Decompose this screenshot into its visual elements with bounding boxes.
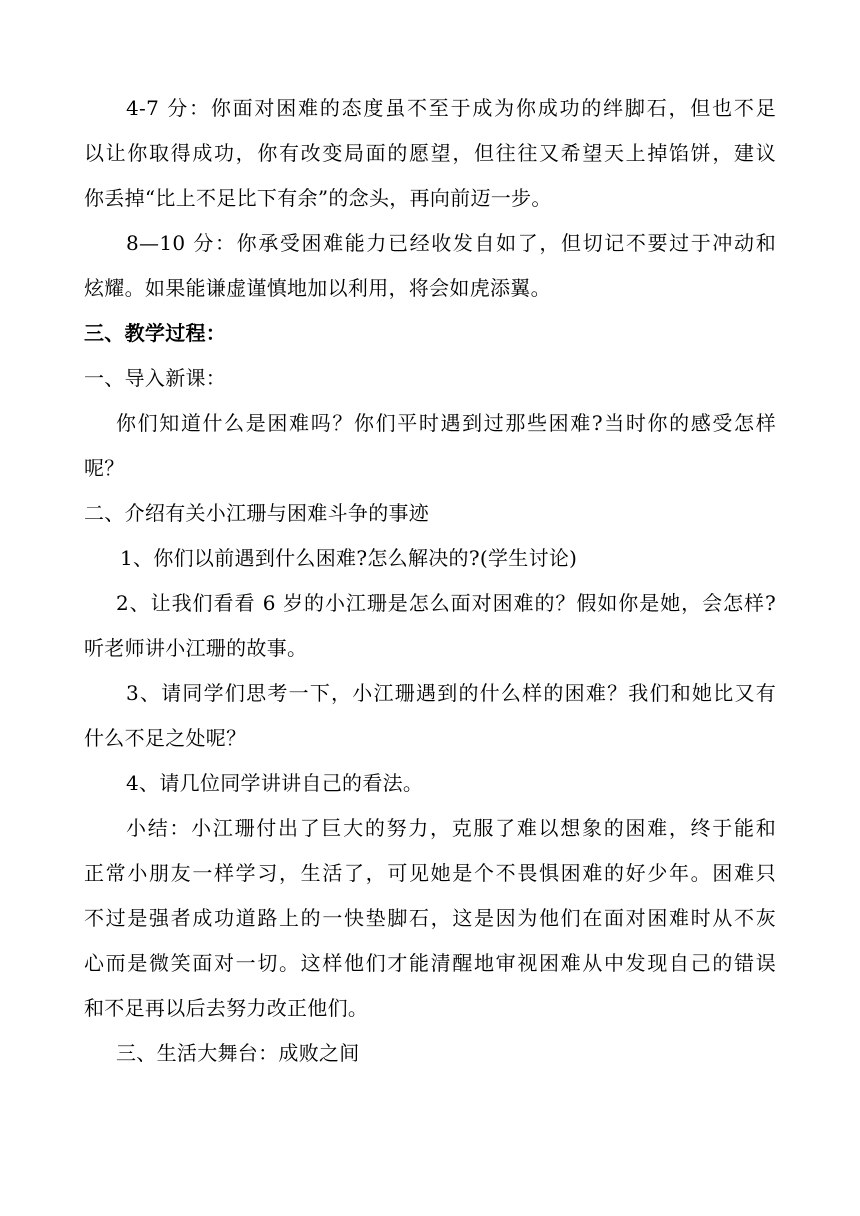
score-4-7-line-3: 你丢掉“比上不足比下有余”的念头，再向前迈一步。	[84, 186, 552, 210]
list-item-1: 1、你们以前遇到什么困难?怎么解决的?(学生讨论)	[120, 546, 578, 570]
document-page	[84, 86, 776, 1076]
list-item-2-line-2: 听老师讲小江珊的故事。	[84, 636, 308, 660]
story-section-title: 二、介绍有关小江珊与困难斗争的事迹	[84, 501, 430, 525]
score-4-7-line-2: 以让你取得成功，你有改变局面的愿望，但往往又希望天上掉馅饼，建议	[84, 141, 776, 165]
summary-line-2: 正常小朋友一样学习，生活了，可见她是个不畏惧困难的好少年。困难只	[84, 861, 776, 885]
list-item-3-line-1: 3、请同学们思考一下，小江珊遇到的什么样的困难？我们和她比又有	[126, 681, 776, 705]
intro-question-line-1: 你们知道什么是困难吗？你们平时遇到过那些困难?当时你的感受怎样	[116, 411, 776, 435]
intro-question-line-2: 呢？	[84, 456, 125, 480]
summary-line-5: 和不足再以后去努力改正他们。	[84, 996, 369, 1020]
teaching-process-heading: 三、教学过程：	[84, 321, 227, 345]
list-item-4: 4、请几位同学讲讲自己的看法。	[126, 771, 424, 795]
score-8-10-line-1: 8—10 分：你承受困难能力已经收发自如了，但切记不要过于冲动和	[126, 231, 776, 255]
list-item-3-line-2: 什么不足之处呢？	[84, 726, 247, 750]
score-8-10-line-2: 炫耀。如果能谦虚谨慎地加以利用，将会如虎添翼。	[84, 276, 551, 300]
intro-section-title: 一、导入新课：	[84, 366, 227, 390]
summary-line-3: 不过是强者成功道路上的一快垫脚石，这是因为他们在面对困难时从不灰	[84, 906, 776, 930]
summary-line-4: 心而是微笑面对一切。这样他们才能清醒地审视困难从中发现自己的错误	[84, 951, 776, 975]
stage-section-title: 三、生活大舞台：成败之间	[116, 1041, 360, 1065]
summary-line-1: 小结：小江珊付出了巨大的努力，克服了难以想象的困难，终于能和	[126, 816, 776, 840]
score-4-7-line-1: 4-7 分：你面对困难的态度虽不至于成为你成功的绊脚石，但也不足	[126, 96, 776, 120]
list-item-2-line-1: 2、让我们看看 6 岁的小江珊是怎么面对困难的？假如你是她，会怎样?	[116, 591, 776, 615]
